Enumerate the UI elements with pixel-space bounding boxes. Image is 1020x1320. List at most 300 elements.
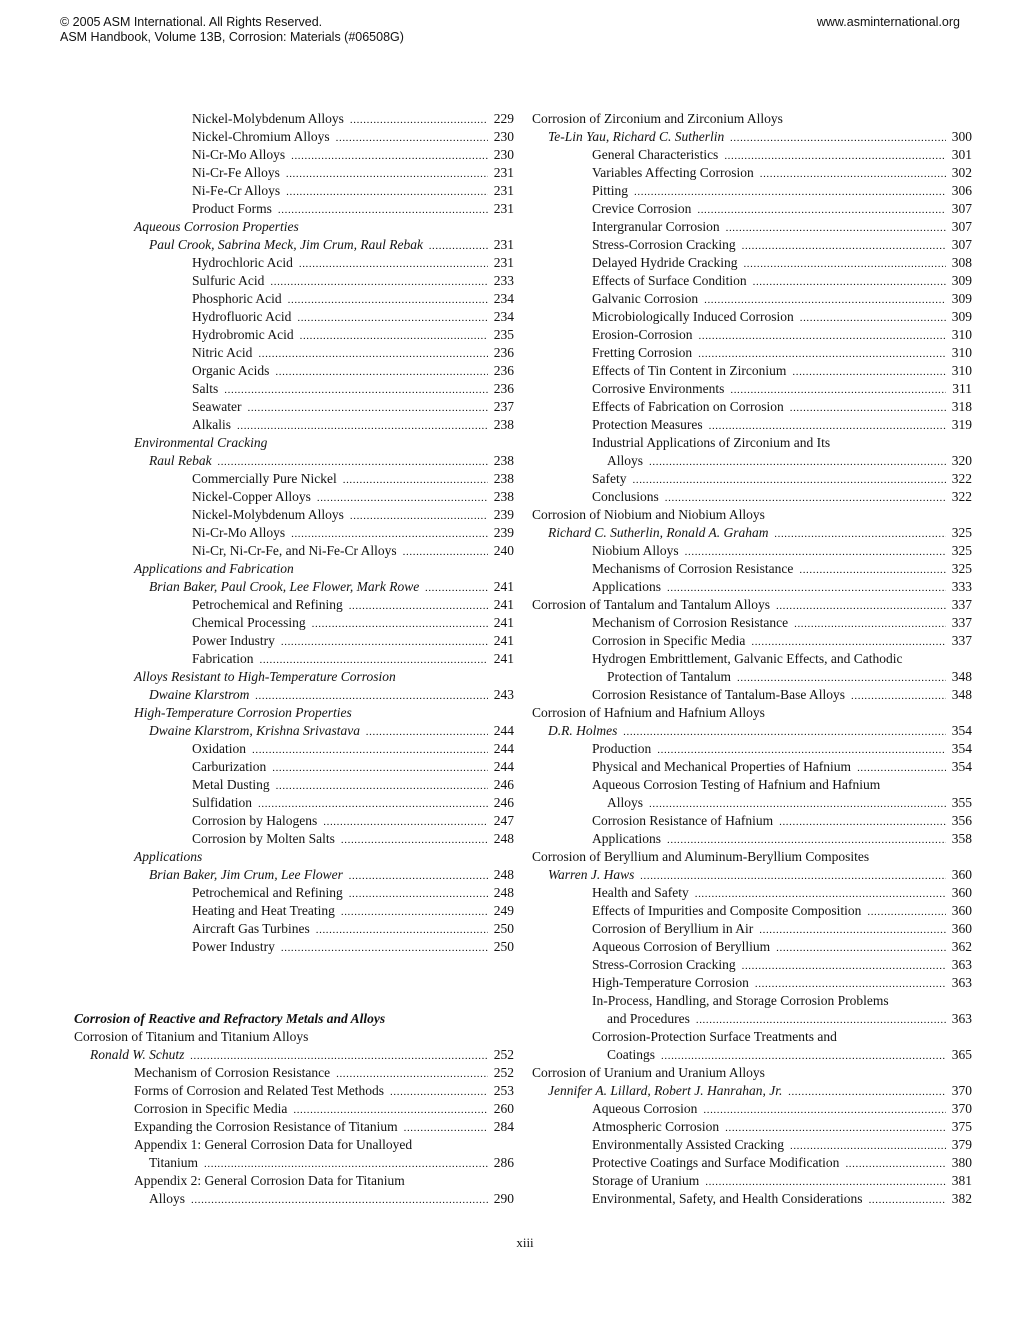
toc-entry[interactable] [532,848,972,866]
dot-leader [237,417,488,435]
toc-entry[interactable] [74,1172,514,1190]
toc-entry-page: 318 [951,399,972,414]
dot-leader [258,795,488,813]
toc-entry-title: Expanding the Corrosion Resistance of Titanium [134,1119,398,1134]
toc-entry[interactable] [532,974,972,992]
toc-entry-page: 231 [493,255,514,270]
toc-entry[interactable] [532,146,972,164]
dot-leader [349,597,488,615]
dot-leader [633,471,947,489]
toc-entry[interactable] [74,776,514,794]
toc-entry-page: 236 [493,381,514,396]
toc-entry-page: 325 [951,525,972,540]
toc-entry[interactable] [74,560,514,578]
toc-entry[interactable] [532,830,972,848]
dot-leader [281,939,488,957]
toc-entry[interactable] [532,1046,972,1064]
toc-entry[interactable] [532,776,972,794]
toc-entry-title: Microbiologically Induced Corrosion [592,309,794,324]
toc-entry[interactable] [74,1082,514,1100]
toc-entry[interactable] [532,632,972,650]
toc-entry[interactable] [74,632,514,650]
toc-entry-title: Corrosion of Hafnium and Hafnium Alloys [532,705,765,720]
toc-entry-title: General Characteristics [592,147,719,162]
toc-entry[interactable] [74,146,514,164]
toc-entry[interactable] [74,200,514,218]
toc-entry[interactable] [74,380,514,398]
toc-entry[interactable] [74,524,514,542]
toc-entry-page: 236 [493,345,514,360]
toc-entry-title: Heating and Heat Treating [192,903,335,918]
toc-entry[interactable] [532,290,972,308]
toc-entry-page: 236 [493,363,514,378]
toc-entry[interactable] [74,902,514,920]
toc-entry[interactable] [532,884,972,902]
toc-entry-page: 308 [951,255,972,270]
toc-entry-title: Power Industry [192,633,275,648]
toc-entry[interactable] [74,794,514,812]
toc-entry[interactable] [74,398,514,416]
toc-entry-title: Appendix 1: General Corrosion Data for Unalloyed [134,1137,413,1152]
dot-leader [299,255,488,273]
toc-entry-title: Applications [134,849,203,864]
toc-entry[interactable] [74,416,514,434]
dot-leader [869,1191,946,1209]
toc-entry[interactable] [74,218,514,236]
toc-entry-title: Jennifer A. Lillard, Robert J. Hanrahan, Jr. [548,1083,783,1098]
toc-entry[interactable] [74,506,514,524]
dot-leader [776,597,946,615]
toc-entry[interactable] [532,758,972,776]
toc-entry-page: 363 [951,957,972,972]
dot-leader [350,111,488,129]
toc-entry-title: Brian Baker, Jim Crum, Lee Flower [149,867,343,882]
toc-entry[interactable] [532,578,972,596]
toc-entry[interactable] [74,686,514,704]
toc-entry[interactable] [532,398,972,416]
toc-entry-title: Dwaine Klarstrom, Krishna Srivastava [149,723,361,738]
toc-entry[interactable] [74,848,514,866]
toc-entry-title: Conclusions [592,489,659,504]
toc-entry[interactable] [532,992,972,1010]
toc-entry[interactable] [532,614,972,632]
toc-entry[interactable] [74,344,514,362]
toc-entry-title: Corrosion by Halogens [192,813,318,828]
toc-entry-title: Hydrochloric Acid [192,255,293,270]
toc-entry[interactable] [532,650,972,668]
dot-leader [776,939,946,957]
dot-leader [709,417,946,435]
toc-entry-title: Atmospheric Corrosion [592,1119,720,1134]
toc-entry[interactable] [532,524,972,542]
dot-leader [790,399,946,417]
toc-entry[interactable] [532,1154,972,1172]
dot-leader [703,1101,946,1119]
toc-entry-title: Corrosive Environments [592,381,725,396]
toc-entry-title: Alkalis [192,417,231,432]
toc-entry[interactable] [532,272,972,290]
toc-entry-title: Corrosion in Specific Media [592,633,746,648]
toc-entry-page: 290 [493,1191,514,1206]
toc-entry-title: Alloys [607,453,644,468]
toc-entry-page: 363 [951,1011,972,1026]
toc-entry-title: Ni-Cr, Ni-Cr-Fe, and Ni-Fe-Cr Alloys [192,543,397,558]
dot-leader [259,651,488,669]
toc-entry[interactable] [74,812,514,830]
toc-entry-title: Effects of Fabrication on Corrosion [592,399,784,414]
toc-entry-page: 302 [951,165,972,180]
toc-entry[interactable] [532,164,972,182]
dot-leader [425,579,488,597]
toc-entry-title: In-Process, Handling, and Storage Corrosion Problems [592,993,889,1008]
toc-entry-page: 250 [493,939,514,954]
page-number: xiii [516,1235,534,1250]
toc-entry-page: 337 [951,615,972,630]
toc-entry-page: 354 [951,741,972,756]
toc-entry[interactable] [532,704,972,722]
toc-entry[interactable] [74,866,514,884]
toc-entry[interactable] [532,236,972,254]
toc-entry[interactable] [532,686,972,704]
toc-entry[interactable] [532,110,972,128]
toc-entry-page: 246 [493,795,514,810]
toc-left-column [74,110,514,1208]
toc-entry[interactable] [74,1064,514,1082]
toc-entry-title: Fabrication [192,651,254,666]
dot-leader [270,273,488,291]
toc-entry[interactable] [74,722,514,740]
toc-entry[interactable] [532,1136,972,1154]
toc-entry-title: Warren J. Haws [548,867,635,882]
toc-entry-title: Raul Rebak [149,453,212,468]
toc-entry[interactable] [532,938,972,956]
toc-entry[interactable] [74,614,514,632]
toc-entry[interactable] [74,1046,514,1064]
toc-entry-page: 381 [951,1173,972,1188]
toc-entry-page: 337 [951,633,972,648]
toc-entry[interactable] [74,110,514,128]
dot-leader [429,237,488,255]
toc-entry-page: 230 [493,129,514,144]
toc-entry-page: 365 [951,1047,972,1062]
toc-entry-title: Storage of Uranium [592,1173,700,1188]
toc-entry-title: Aqueous Corrosion Testing of Hafnium and Hafnium [592,777,881,792]
dot-leader [697,201,946,219]
toc-entry[interactable] [74,650,514,668]
toc-entry-title: Corrosion of Zirconium and Zirconium Alloys [532,111,783,126]
toc-entry[interactable] [532,362,972,380]
dot-leader [316,921,488,939]
toc-entry[interactable] [74,1010,514,1028]
toc-entry[interactable] [532,308,972,326]
toc-entry-title: Alloys [149,1191,186,1206]
toc-entry[interactable] [74,182,514,200]
toc-entry[interactable] [532,452,972,470]
dot-leader [191,1191,488,1209]
toc-entry-page: 360 [951,921,972,936]
toc-entry-title: Production [592,741,652,756]
dot-leader [276,777,488,795]
toc-entry[interactable] [74,920,514,938]
toc-entry-page: 250 [493,921,514,936]
toc-entry[interactable] [74,128,514,146]
toc-entry-title: Safety [592,471,627,486]
toc-entry-page: 239 [493,525,514,540]
toc-entry[interactable] [532,434,972,452]
dot-leader [725,1119,946,1137]
toc-entry[interactable] [532,542,972,560]
toc-entry[interactable] [74,1136,514,1154]
toc-entry[interactable] [532,344,972,362]
toc-entry[interactable] [532,254,972,272]
dot-leader [293,1101,488,1119]
toc-entry[interactable] [532,812,972,830]
toc-entry-title: Delayed Hydride Cracking [592,255,738,270]
toc-entry[interactable] [532,1064,972,1082]
toc-entry-title: Corrosion of Uranium and Uranium Alloys [532,1065,765,1080]
toc-entry-title: Alloys Resistant to High-Temperature Corrosion [134,669,396,684]
toc-spacer [74,974,514,992]
toc-entry-page: 325 [951,561,972,576]
toc-entry-page: 248 [493,831,514,846]
toc-entry[interactable] [532,560,972,578]
toc-entry-page: 241 [493,579,514,594]
toc-entry[interactable] [74,578,514,596]
dot-leader [286,183,488,201]
toc-entry-title: Nickel-Copper Alloys [192,489,311,504]
dot-leader [404,1119,488,1137]
toc-entry-title: Seawater [192,399,242,414]
toc-entry[interactable] [532,506,972,524]
toc-entry-page: 241 [493,597,514,612]
toc-entry[interactable] [74,1154,514,1172]
toc-entry-title: Alloys [607,795,644,810]
dot-leader [218,453,488,471]
toc-entry[interactable] [74,596,514,614]
toc-entry-page: 231 [493,165,514,180]
toc-entry-page: 310 [951,345,972,360]
dot-leader [190,1047,488,1065]
toc-entry-title: Nickel-Molybdenum Alloys [192,507,344,522]
toc-entry[interactable] [532,1100,972,1118]
toc-entry-page: 234 [493,291,514,306]
website-url[interactable]: www.asminternational.org [816,15,960,29]
dot-leader [297,309,488,327]
toc-entry-title: Sulfidation [192,795,252,810]
toc-entry[interactable] [532,902,972,920]
dot-leader [775,525,947,543]
toc-entry-page: 319 [951,417,972,432]
toc-entry-page: 234 [493,309,514,324]
toc-entry-title: Effects of Surface Condition [592,273,747,288]
toc-entry-title: Mechanism of Corrosion Resistance [592,615,789,630]
toc-entry-title: Effects of Tin Content in Zirconium [592,363,787,378]
toc-entry[interactable] [74,236,514,254]
toc-entry[interactable] [532,488,972,506]
dot-leader [258,345,488,363]
toc-entry[interactable] [74,884,514,902]
toc-entry-page: 337 [951,597,972,612]
toc-entry-page: 241 [493,633,514,648]
toc-entry[interactable] [74,164,514,182]
toc-entry-title: Galvanic Corrosion [592,291,699,306]
toc-entry-title: Effects of Impurities and Composite Composition [592,903,862,918]
toc-entry[interactable] [532,1082,972,1100]
toc-entry[interactable] [74,470,514,488]
toc-entry[interactable] [532,200,972,218]
dot-leader [649,795,946,813]
toc-entry-title: Fretting Corrosion [592,345,693,360]
toc-entry[interactable] [74,668,514,686]
toc-entry[interactable] [74,434,514,452]
toc-entry[interactable] [74,254,514,272]
dot-leader [790,1137,946,1155]
toc-entry-title: Chemical Processing [192,615,306,630]
toc-entry-page: 244 [493,741,514,756]
toc-entry[interactable] [74,758,514,776]
toc-entry-title: Health and Safety [592,885,689,900]
toc-entry-page: 260 [493,1101,514,1116]
toc-entry-page: 252 [493,1065,514,1080]
toc-entry[interactable] [74,1118,514,1136]
toc-entry-title: Stress-Corrosion Cracking [592,957,736,972]
toc-entry-page: 348 [951,687,972,702]
toc-entry-page: 310 [951,363,972,378]
toc-entry-title: Organic Acids [192,363,270,378]
toc-entry[interactable] [532,740,972,758]
toc-entry-page: 358 [951,831,972,846]
toc-entry-page: 247 [493,813,514,828]
dot-leader [737,669,946,687]
toc-entry[interactable] [532,416,972,434]
toc-entry-title: Physical and Mechanical Properties of Hafnium [592,759,852,774]
toc-entry-title: Corrosion-Protection Surface Treatments and [592,1029,837,1044]
toc-entry[interactable] [532,1010,972,1028]
toc-entry-page: 310 [951,327,972,342]
toc-entry-title: Erosion-Corrosion [592,327,693,342]
toc-entry-title: Protection of Tantalum [607,669,732,684]
toc-entry-page: 380 [951,1155,972,1170]
toc-entry-title: and Procedures [607,1011,690,1026]
toc-entry[interactable] [74,290,514,308]
toc-entry[interactable] [74,740,514,758]
toc-entry-page: 370 [951,1083,972,1098]
toc-entry-title: Power Industry [192,939,275,954]
toc-entry-title: Corrosion of Reactive and Refractory Metals and Alloys [74,1011,386,1026]
toc-entry[interactable] [532,794,972,812]
toc-entry-title: Ni-Fe-Cr Alloys [192,183,281,198]
toc-entry-page: 320 [951,453,972,468]
toc-entry[interactable] [532,722,972,740]
toc-entry-title: Applications and Fabrication [134,561,294,576]
toc-entry-page: 231 [493,237,514,252]
toc-entry[interactable] [74,1190,514,1208]
toc-entry[interactable] [74,308,514,326]
toc-entry[interactable] [74,1100,514,1118]
toc-entry-page: 300 [951,129,972,144]
toc-entry-title: High-Temperature Corrosion Properties [134,705,352,720]
toc-entry[interactable] [74,362,514,380]
toc-entry[interactable] [74,938,514,956]
toc-entry[interactable] [74,272,514,290]
toc-entry-title: Phosphoric Acid [192,291,282,306]
toc-entry[interactable] [532,866,972,884]
toc-entry[interactable] [532,596,972,614]
dot-leader [704,291,946,309]
toc-entry-page: 238 [493,453,514,468]
toc-entry[interactable] [74,1028,514,1046]
toc-entry-title: Aqueous Corrosion [592,1101,698,1116]
dot-leader [275,363,488,381]
copyright-line: © 2005 ASM International. All Rights Reserved. [60,15,323,29]
toc-entry-page: 231 [493,201,514,216]
toc-entry[interactable] [532,668,972,686]
dot-leader [755,975,946,993]
toc-entry[interactable] [532,1118,972,1136]
toc-entry-page: 249 [493,903,514,918]
toc-entry-page: 360 [951,867,972,882]
toc-entry[interactable] [532,380,972,398]
toc-entry-title: High-Temperature Corrosion [592,975,749,990]
toc-entry[interactable] [532,128,972,146]
dot-leader [224,381,488,399]
toc-entry-page: 237 [493,399,514,414]
toc-entry[interactable] [532,218,972,236]
toc-entry[interactable] [532,326,972,344]
toc-entry-title: Nickel-Chromium Alloys [192,129,330,144]
toc-entry-page: 375 [951,1119,972,1134]
toc-entry[interactable] [532,470,972,488]
toc-entry[interactable] [532,182,972,200]
toc-entry-title: Protective Coatings and Surface Modification [592,1155,840,1170]
toc-entry-title: Corrosion in Specific Media [134,1101,288,1116]
toc-entry-title: Aircraft Gas Turbines [192,921,310,936]
toc-entry-page: 311 [952,381,972,396]
toc-right-column [532,110,972,1208]
toc-entry[interactable] [74,542,514,560]
toc-entry-title: Corrosion of Titanium and Titanium Alloys [74,1029,309,1044]
dot-leader [696,1011,946,1029]
toc-entry-page: 309 [951,291,972,306]
toc-entry-title: Corrosion Resistance of Tantalum-Base Alloys [592,687,846,702]
dot-leader [341,903,488,921]
dot-leader [799,561,946,579]
toc-entry[interactable] [532,956,972,974]
toc-entry[interactable] [74,488,514,506]
dot-leader [665,489,946,507]
toc-entry-page: 307 [951,201,972,216]
toc-entry[interactable] [532,1190,972,1208]
toc-entry-title: Environmentally Assisted Cracking [592,1137,784,1152]
dot-leader [699,327,947,345]
dot-leader [792,363,946,381]
toc-entry-page: 360 [951,903,972,918]
toc-entry[interactable] [74,830,514,848]
toc-entry[interactable] [74,326,514,344]
toc-entry[interactable] [532,1172,972,1190]
toc-entry-page: 309 [951,273,972,288]
dot-leader [288,291,488,309]
toc-entry-page: 360 [951,885,972,900]
toc-entry[interactable] [532,1028,972,1046]
toc-entry[interactable] [532,920,972,938]
toc-entry-page: 354 [951,759,972,774]
dot-leader [726,219,946,237]
toc-entry[interactable] [74,704,514,722]
toc-entry[interactable] [74,452,514,470]
dot-leader [685,543,946,561]
toc-entry-title: Intergranular Corrosion [592,219,720,234]
